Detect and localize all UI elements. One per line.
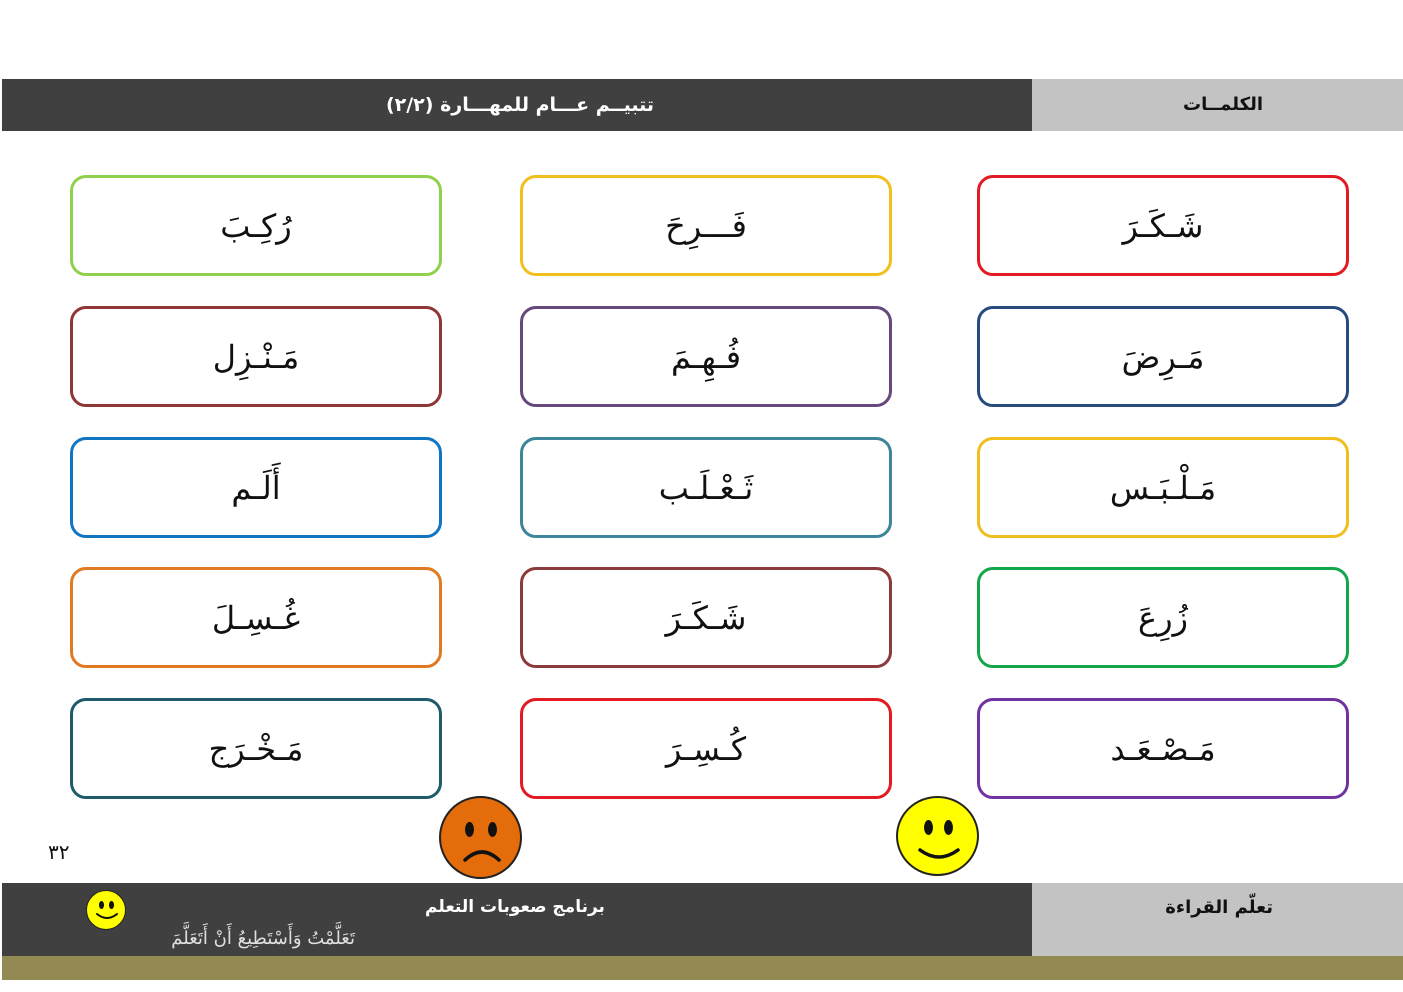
word-text: مَـرِضَ [1121, 337, 1205, 376]
word-text: زُرِعَ [1138, 598, 1188, 637]
word-card[interactable] [520, 437, 892, 538]
footer-section-panel [1032, 883, 1403, 956]
word-card[interactable] [520, 567, 892, 668]
word-text: كُـسِـرَ [665, 729, 747, 768]
eye-icon [944, 820, 953, 835]
motto-text: تَعَلَّمْتُ وَأَسْتَطِيعُ أَنْ أَتَعَلَّمَ [171, 928, 355, 949]
word-text: ثَـعْـلَـب [658, 468, 754, 507]
word-card[interactable] [977, 437, 1349, 538]
word-text: غُـسِـلَ [211, 598, 301, 637]
word-card[interactable] [977, 698, 1349, 799]
word-text: أَلَـم [231, 468, 281, 507]
word-text: مَـنْـزِل [212, 337, 300, 376]
word-card[interactable] [70, 567, 442, 668]
word-text: فَـــرِحَ [665, 206, 747, 245]
word-card[interactable] [520, 175, 892, 276]
footer-section-label: تعلّم القراءة [1165, 897, 1273, 918]
word-card[interactable] [520, 698, 892, 799]
word-card[interactable] [70, 698, 442, 799]
section-label: الكلمــات [1183, 94, 1263, 115]
word-text: مَـخْـرَج [208, 729, 304, 768]
sad-face-icon[interactable] [439, 796, 522, 879]
word-card[interactable] [977, 306, 1349, 407]
eye-icon [488, 822, 497, 837]
frown-icon [461, 844, 503, 864]
word-card[interactable] [520, 306, 892, 407]
program-name: برنامج صعوبات التعلم [425, 897, 605, 917]
word-card[interactable] [977, 175, 1349, 276]
word-text: رُكِـبَ [220, 206, 292, 245]
eye-icon [465, 822, 474, 837]
page-title: تتبيــم عـــام للمهـــارة (٢/٢) [385, 94, 655, 116]
word-card[interactable] [977, 567, 1349, 668]
word-card[interactable] [70, 306, 442, 407]
smiley-logo-icon [86, 890, 126, 930]
word-text: شَـكَـرَ [1122, 206, 1204, 245]
happy-face-icon[interactable] [896, 796, 979, 876]
eye-icon [99, 901, 104, 909]
word-text: مَـصْـعَـد [1110, 729, 1216, 768]
word-card[interactable] [70, 437, 442, 538]
eye-icon [924, 820, 933, 835]
page-number: ٣٢ [48, 840, 70, 864]
word-text: فُـهِـمَ [670, 337, 742, 376]
word-text: شَـكَـرَ [665, 598, 747, 637]
word-card[interactable] [70, 175, 442, 276]
word-text: مَـلْـبَـس [1109, 468, 1217, 507]
smile-icon [95, 912, 119, 922]
smile-icon [916, 844, 962, 864]
eye-icon [109, 901, 114, 909]
footer-stripe [2, 956, 1403, 980]
